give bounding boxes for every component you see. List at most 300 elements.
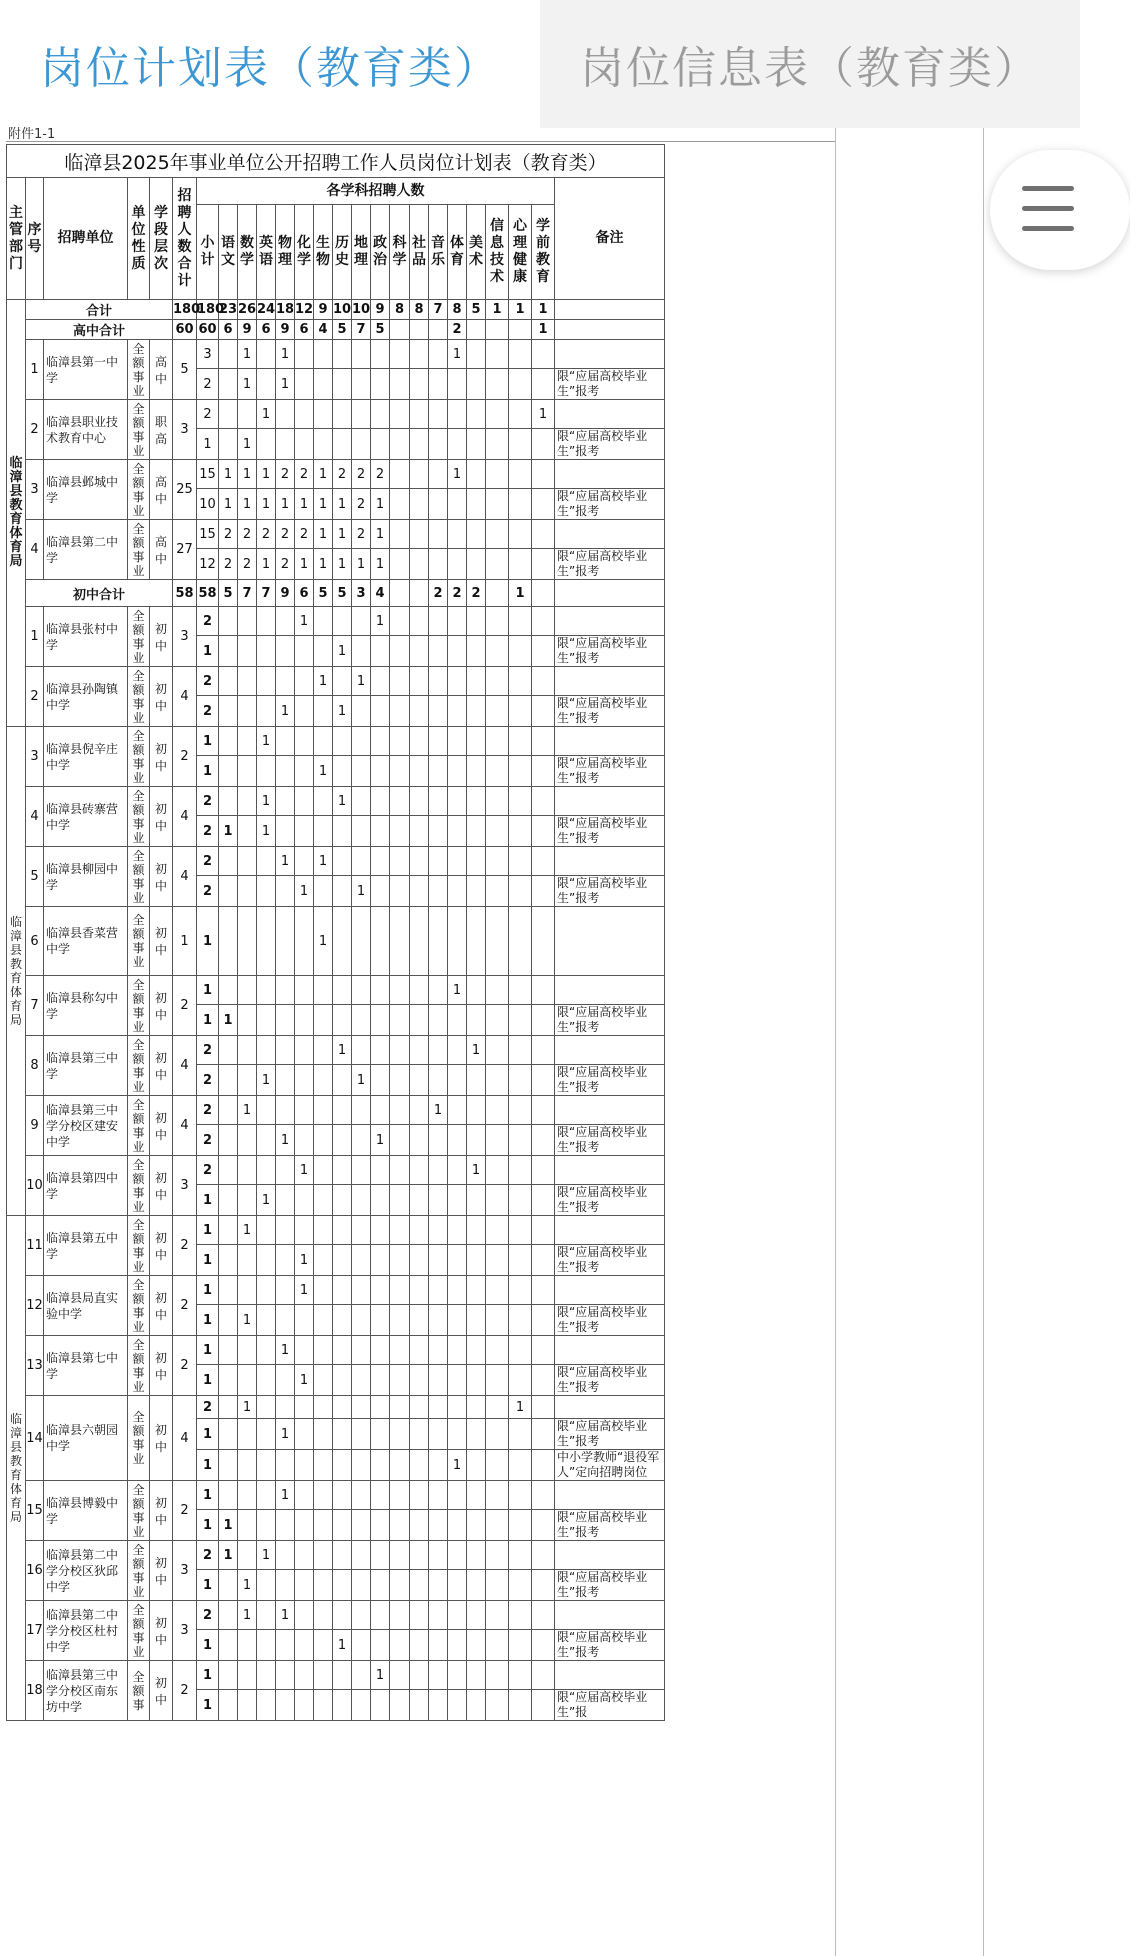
subject-count: 1 (333, 549, 352, 580)
subject-count (257, 1036, 276, 1065)
summary-row-grand (7, 300, 665, 320)
subject-count (467, 1336, 486, 1365)
row-note (555, 607, 665, 636)
row-subtotal: 2 (197, 667, 219, 696)
row-subtotal: 2 (197, 1065, 219, 1096)
subject-count (371, 1276, 390, 1305)
subject-count (448, 907, 467, 976)
subject-count (448, 1096, 467, 1125)
unit-total: 3 (173, 1541, 197, 1601)
subject-count (486, 1630, 509, 1661)
subject-count (429, 1450, 448, 1481)
subject-count (467, 907, 486, 976)
subject-count: 1 (371, 489, 390, 520)
subject-count (295, 1630, 314, 1661)
subject-count (257, 1601, 276, 1630)
subject-count: 1 (314, 549, 333, 580)
subject-count (532, 1419, 555, 1450)
subject-count: 1 (314, 520, 333, 549)
unit-seq: 12 (26, 1276, 44, 1336)
subject-count: 1 (276, 1601, 295, 1630)
unit-level: 初中 (150, 1541, 173, 1601)
subject-count (410, 1510, 429, 1541)
subject-count (410, 369, 429, 400)
subject-count (532, 667, 555, 696)
subject-count: 1 (276, 847, 295, 876)
header-total: 招聘人数合计 (173, 178, 197, 300)
subject-count (486, 1510, 509, 1541)
subject-count (276, 1365, 295, 1396)
unit-level: 初中 (150, 907, 173, 976)
subject-count (467, 549, 486, 580)
subject-count: 1 (238, 489, 257, 520)
subject-count (276, 636, 295, 667)
row-subtotal: 1 (197, 1661, 219, 1690)
subject-count (532, 520, 555, 549)
subject-count (467, 429, 486, 460)
unit-total: 3 (173, 1601, 197, 1661)
subject-count (448, 400, 467, 429)
subject-count (429, 1305, 448, 1336)
subject-count (390, 1601, 410, 1630)
subject-count (257, 876, 276, 907)
header-subtotal: 小计 (197, 205, 219, 300)
header-level: 学段层次 (150, 178, 173, 300)
row-subtotal: 2 (197, 787, 219, 816)
summary-subject-count: 9 (276, 320, 295, 340)
subject-count: 1 (371, 1125, 390, 1156)
summary-subject-count: 2 (448, 580, 467, 607)
subject-count (429, 489, 448, 520)
subject-count (257, 1419, 276, 1450)
subject-count (448, 1065, 467, 1096)
subject-count (486, 976, 509, 1005)
subject-count: 1 (371, 607, 390, 636)
subject-count (314, 1065, 333, 1096)
subject-count (532, 1065, 555, 1096)
row-note: 限“应届高校毕业生”报考 (555, 1419, 665, 1450)
subject-count: 2 (276, 520, 295, 549)
subject-count (509, 429, 532, 460)
unit-level: 初中 (150, 1481, 173, 1541)
subject-count (390, 489, 410, 520)
subject-count (352, 1661, 371, 1690)
row-note: 限“应届高校毕业生”报考 (555, 369, 665, 400)
subject-count (257, 369, 276, 400)
unit-name: 临漳县第三中学分校区建安中学 (44, 1096, 128, 1156)
summary-subject-count (486, 580, 509, 607)
subject-count (352, 1690, 371, 1721)
subject-count (276, 1510, 295, 1541)
subject-count (486, 340, 509, 369)
subject-count (314, 607, 333, 636)
subject-count (429, 549, 448, 580)
subject-count (486, 1065, 509, 1096)
subject-count (257, 1245, 276, 1276)
subject-count (314, 976, 333, 1005)
subject-count (429, 696, 448, 727)
subject-count (238, 1690, 257, 1721)
subject-count (509, 460, 532, 489)
summary-subject-count (429, 320, 448, 340)
subject-count (257, 667, 276, 696)
row-note (555, 460, 665, 489)
subject-count (333, 1276, 352, 1305)
subject-count: 1 (509, 1396, 532, 1419)
subject-count (257, 1216, 276, 1245)
subject-count: 2 (352, 460, 371, 489)
subject-count (429, 1336, 448, 1365)
subject-count (295, 1036, 314, 1065)
row-note (555, 1216, 665, 1245)
subject-count (486, 607, 509, 636)
subject-count (486, 369, 509, 400)
header-seq: 序号 (26, 178, 44, 300)
subject-count (333, 1510, 352, 1541)
subject-count (314, 1185, 333, 1216)
subject-count (532, 756, 555, 787)
row-subtotal: 2 (197, 876, 219, 907)
subject-count (333, 1216, 352, 1245)
subject-count (410, 460, 429, 489)
header-subject: 数学 (238, 205, 257, 300)
subject-count (429, 787, 448, 816)
unit-seq: 3 (26, 460, 44, 520)
subject-count (314, 1601, 333, 1630)
summary-subject-count: 3 (352, 580, 371, 607)
row-subtotal: 2 (197, 1125, 219, 1156)
subject-count (486, 489, 509, 520)
subject-count (333, 1481, 352, 1510)
subject-count (532, 1510, 555, 1541)
subject-count (371, 400, 390, 429)
subject-count (410, 1570, 429, 1601)
subject-count (371, 1336, 390, 1365)
row-note (555, 847, 665, 876)
subject-count (295, 1096, 314, 1125)
subject-count (295, 1396, 314, 1419)
subject-count (448, 667, 467, 696)
subject-count (333, 429, 352, 460)
subject-count (314, 1276, 333, 1305)
row-note (555, 400, 665, 429)
unit-level: 初中 (150, 1156, 173, 1216)
subject-count (467, 1096, 486, 1125)
subject-count (486, 1096, 509, 1125)
unit-total: 2 (173, 727, 197, 787)
subject-count (429, 1065, 448, 1096)
subject-count: 1 (352, 549, 371, 580)
subject-count (276, 1630, 295, 1661)
subject-count (410, 787, 429, 816)
summary-subject-count: 9 (314, 300, 333, 320)
subject-count (532, 1450, 555, 1481)
subject-count: 2 (333, 460, 352, 489)
unit-nature: 全额事业 (128, 1481, 150, 1541)
summary-subject-count: 2 (429, 580, 448, 607)
subject-count: 1 (276, 696, 295, 727)
subject-count (352, 1185, 371, 1216)
document-viewer[interactable] (0, 128, 1080, 1956)
summary-subtotal: 58 (197, 580, 219, 607)
summary-subject-count: 7 (238, 580, 257, 607)
subject-count: 1 (219, 816, 238, 847)
subject-count (390, 1570, 410, 1601)
subject-count (486, 1481, 509, 1510)
subject-count (467, 876, 486, 907)
subject-count (410, 1216, 429, 1245)
subject-count (429, 847, 448, 876)
subject-count (467, 1510, 486, 1541)
subject-count (532, 460, 555, 489)
subject-count (314, 1125, 333, 1156)
subject-count (410, 489, 429, 520)
row-subtotal: 2 (197, 1601, 219, 1630)
subject-count (257, 756, 276, 787)
subject-count (448, 876, 467, 907)
subject-count (532, 1601, 555, 1630)
table-row (7, 520, 665, 549)
subject-count: 1 (257, 549, 276, 580)
subject-count (371, 876, 390, 907)
unit-seq: 2 (26, 400, 44, 460)
row-note: 限“应届高校毕业生”报考 (555, 756, 665, 787)
subject-count (219, 1036, 238, 1065)
subject-count (352, 429, 371, 460)
subject-count (352, 1216, 371, 1245)
subject-count (448, 1036, 467, 1065)
subject-count: 1 (238, 1396, 257, 1419)
unit-level: 初中 (150, 847, 173, 907)
subject-count (333, 1305, 352, 1336)
subject-count (467, 847, 486, 876)
subject-count (238, 976, 257, 1005)
subject-count (219, 1125, 238, 1156)
summary-subject-count: 1 (509, 580, 532, 607)
subject-count (429, 1661, 448, 1690)
summary-subject-count: 10 (333, 300, 352, 320)
subject-count (352, 1305, 371, 1336)
unit-level: 初中 (150, 727, 173, 787)
subject-count (295, 1065, 314, 1096)
subject-count (532, 1570, 555, 1601)
subject-count (532, 489, 555, 520)
row-note: 限“应届高校毕业生”报考 (555, 876, 665, 907)
subject-count (295, 816, 314, 847)
subject-count (238, 876, 257, 907)
subject-count (429, 1005, 448, 1036)
unit-nature: 全额事业 (128, 727, 150, 787)
subject-count (486, 1661, 509, 1690)
subject-count (333, 1661, 352, 1690)
subject-count: 1 (448, 1450, 467, 1481)
row-subtotal: 1 (197, 1276, 219, 1305)
summary-subject-count (532, 580, 555, 607)
tab-info-table[interactable]: 岗位信息表（教育类） (540, 0, 1080, 128)
subject-count: 1 (219, 489, 238, 520)
subject-count: 1 (295, 1365, 314, 1396)
row-subtotal: 1 (197, 1336, 219, 1365)
unit-seq: 9 (26, 1096, 44, 1156)
subject-count (390, 1510, 410, 1541)
subject-count (371, 1450, 390, 1481)
subject-count (314, 1216, 333, 1245)
subject-count (467, 1570, 486, 1601)
table-row (7, 1396, 665, 1419)
row-subtotal: 2 (197, 1096, 219, 1125)
subject-count (314, 816, 333, 847)
row-note (555, 1276, 665, 1305)
row-subtotal: 3 (197, 340, 219, 369)
subject-count (352, 847, 371, 876)
subject-count (486, 1541, 509, 1570)
subject-count (429, 1690, 448, 1721)
row-note: 限“应届高校毕业生”报考 (555, 1305, 665, 1336)
unit-name: 临漳县第三中学 (44, 1036, 128, 1096)
subject-count (257, 847, 276, 876)
title-row (7, 145, 665, 178)
row-subtotal: 1 (197, 1245, 219, 1276)
subject-count (219, 847, 238, 876)
subject-count (486, 907, 509, 976)
subject-count (509, 1305, 532, 1336)
summary-subtotal: 60 (197, 320, 219, 340)
subject-count (238, 1450, 257, 1481)
summary-subject-count (410, 320, 429, 340)
subject-count (486, 1601, 509, 1630)
subject-count (509, 696, 532, 727)
subject-count (467, 727, 486, 756)
subject-count (390, 607, 410, 636)
subject-count (219, 1450, 238, 1481)
subject-count (314, 1005, 333, 1036)
header-row (7, 178, 665, 205)
subject-count (448, 1336, 467, 1365)
unit-name: 临漳县张村中学 (44, 607, 128, 667)
header-subjects-group: 各学科招聘人数 (197, 178, 555, 205)
row-note (555, 1156, 665, 1185)
unit-level: 高中 (150, 460, 173, 520)
unit-level: 职高 (150, 400, 173, 460)
subject-count (429, 400, 448, 429)
subject-count (352, 1396, 371, 1419)
unit-seq: 15 (26, 1481, 44, 1541)
unit-nature: 全额事业 (128, 607, 150, 667)
subject-count (352, 1365, 371, 1396)
subject-count (532, 1396, 555, 1419)
subject-count (333, 1156, 352, 1185)
subject-count: 1 (295, 1276, 314, 1305)
subject-count (238, 756, 257, 787)
subject-count: 1 (276, 1419, 295, 1450)
subject-count: 1 (238, 1305, 257, 1336)
subject-count (448, 1185, 467, 1216)
subject-count (219, 429, 238, 460)
subject-count (390, 1096, 410, 1125)
unit-seq: 2 (26, 667, 44, 727)
subject-count (333, 1185, 352, 1216)
subject-count (509, 1541, 532, 1570)
unit-name: 临漳县柳园中学 (44, 847, 128, 907)
subject-count (429, 520, 448, 549)
summary-label: 初中合计 (26, 580, 173, 607)
header-subject: 政治 (371, 205, 390, 300)
subject-count (352, 1481, 371, 1510)
subject-count (390, 1365, 410, 1396)
subject-count: 1 (276, 369, 295, 400)
subject-count (410, 1036, 429, 1065)
menu-button[interactable] (990, 150, 1130, 270)
unit-nature: 全额事业 (128, 340, 150, 400)
row-subtotal: 15 (197, 520, 219, 549)
subject-count: 2 (219, 520, 238, 549)
unit-nature: 全额事 (128, 1661, 150, 1721)
subject-count (486, 1450, 509, 1481)
subject-count (238, 1365, 257, 1396)
subject-count (257, 907, 276, 976)
subject-count (257, 1450, 276, 1481)
summary-subject-count: 23 (219, 300, 238, 320)
subject-count (486, 1005, 509, 1036)
unit-total: 2 (173, 1216, 197, 1276)
subject-count (390, 727, 410, 756)
summary-subject-count: 1 (532, 300, 555, 320)
subject-count (390, 1396, 410, 1419)
subject-count (333, 1450, 352, 1481)
subject-count (448, 607, 467, 636)
subject-count (276, 1005, 295, 1036)
table-row (7, 1096, 665, 1125)
tab-plan-table[interactable]: 岗位计划表（教育类） (0, 0, 540, 128)
subject-count: 1 (448, 340, 467, 369)
subject-count (429, 907, 448, 976)
table-row (7, 1276, 665, 1305)
unit-name: 临漳县博毅中学 (44, 1481, 128, 1541)
header-subject: 语文 (219, 205, 238, 300)
subject-count (238, 1419, 257, 1450)
header-subject: 化学 (295, 205, 314, 300)
subject-count (314, 1336, 333, 1365)
unit-level: 初中 (150, 1276, 173, 1336)
row-subtotal: 15 (197, 460, 219, 489)
subject-count (467, 636, 486, 667)
row-note (555, 1096, 665, 1125)
subject-count (314, 1305, 333, 1336)
subject-count (219, 1216, 238, 1245)
subject-count: 2 (257, 520, 276, 549)
subject-count (448, 787, 467, 816)
row-subtotal: 2 (197, 1541, 219, 1570)
subject-count (486, 696, 509, 727)
subject-count (276, 1096, 295, 1125)
subject-count (390, 1541, 410, 1570)
subject-count (532, 369, 555, 400)
subject-count (532, 787, 555, 816)
header-subject: 社品 (410, 205, 429, 300)
row-subtotal: 2 (197, 400, 219, 429)
subject-count (532, 1036, 555, 1065)
subject-count (390, 636, 410, 667)
subject-count (509, 607, 532, 636)
subject-count (390, 1336, 410, 1365)
unit-total: 2 (173, 1276, 197, 1336)
table-row (7, 787, 665, 816)
subject-count (486, 1336, 509, 1365)
subject-count (410, 876, 429, 907)
subject-count (410, 1336, 429, 1365)
subject-count (295, 1216, 314, 1245)
subject-count (238, 1125, 257, 1156)
